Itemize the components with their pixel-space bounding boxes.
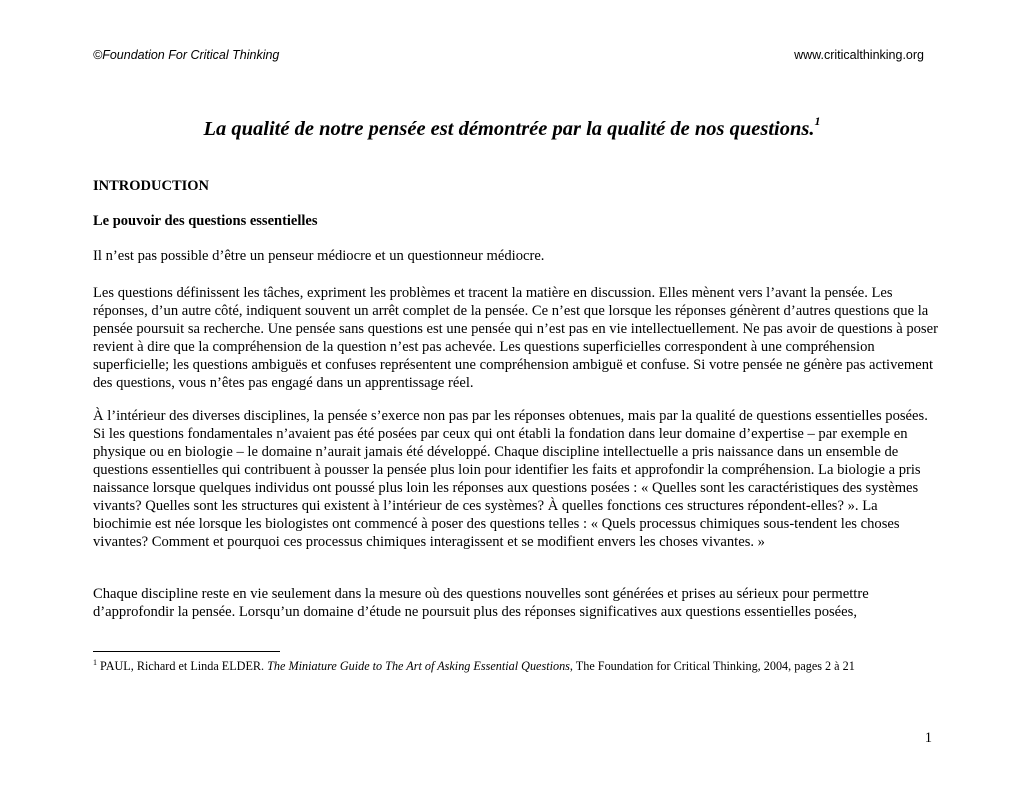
footnote-divider bbox=[93, 651, 280, 652]
footnote-details: , The Foundation for Critical Thinking, 2004, pages 2 à 21 bbox=[569, 659, 855, 673]
paragraph: À l’intérieur des diverses disciplines, la pensée s’exerce non pas par les réponses obtenues, mais par la qualité de questions essentielles posées. Si les questions fondamentales n’avaient pas été posées par ceux qui ont établi la fondation dans leur domaine d’expertise – par exemple en physique ou en biologie – le domaine n’aurait jamais été développé. Chaque discipline intellectuelle a pris naissance dans un ensemble de questions essentielles qui contribuent à pousser la pensée plus loin pour identifier les faits et approfondir la compréhension. La biologie a pris naissance lorsque quelques individus ont poussé plus loin les réponses aux questions posées : « Quelles sont les caractéristiques des systèmes vivants? Quelles sont les structures qui existent à l’intérieur de ces systèmes? À quelles fonctions ces structures répondent-elles? ». La biochimie est née lorsque les biologistes ont commencé à poser des questions telles : « Quels processus chimiques sous-tendent les choses vivantes? Comment et pourquoi ces processus chimiques interagissent et se modifient envers les choses vivantes. » bbox=[93, 408, 928, 550]
section-heading-introduction: INTRODUCTION bbox=[93, 178, 210, 194]
footnote-book-title: The Miniature Guide to The Art of Asking Essential Questions bbox=[267, 659, 570, 673]
paragraph: Les questions définissent les tâches, expriment les problèmes et tracent la matière en discussion. Elles mènent vers l’avant la pensée. Les réponses, d’un autre côté, indiquent souvent un arrêt complet de la pensée. Ce n’est que lorsque les réponses génèrent d’autres questions que la pensée poursuit sa recherche. Une pensée sans questions est une pensée qui n’est pas en vie intellectuellement. Ne pas avoir de questions à poser revient à dire que la compréhension de la question n’est pas achevée. Les questions superficielles correspondent à une compréhension superficielle; les questions ambiguës et confuses représentent une compréhension ambiguë et confuse. Si votre pensée ne génère pas activement des questions, vous n’êtes pas engagé dans un apprentissage réel. bbox=[93, 285, 938, 391]
page-number: 1 bbox=[924, 730, 932, 746]
document-title-text: La qualité de notre pensée est démontrée par la qualité de nos questions. bbox=[203, 118, 815, 140]
footnote-number: 1 bbox=[93, 658, 97, 667]
paragraph: Il n’est pas possible d’être un penseur médiocre et un questionneur médiocre. bbox=[93, 248, 545, 264]
footnote-authors: PAUL, Richard et Linda ELDER. bbox=[100, 659, 265, 673]
paragraph: Chaque discipline reste en vie seulement dans la mesure où des questions nouvelles sont générées et prises au sérieux pour permettre d’approfondir la pensée. Lorsqu’un domaine d’étude ne poursuit plus des réponses significatives aux questions essentielles posées, bbox=[93, 586, 869, 620]
document-title bbox=[0, 116, 1024, 142]
footnote bbox=[93, 658, 855, 674]
subheading: Le pouvoir des questions essentielles bbox=[93, 213, 318, 229]
title-footnote-ref: 1 bbox=[814, 114, 821, 128]
header-copyright: ©Foundation For Critical Thinking bbox=[93, 48, 280, 62]
header-website: www.criticalthinking.org bbox=[794, 48, 924, 62]
